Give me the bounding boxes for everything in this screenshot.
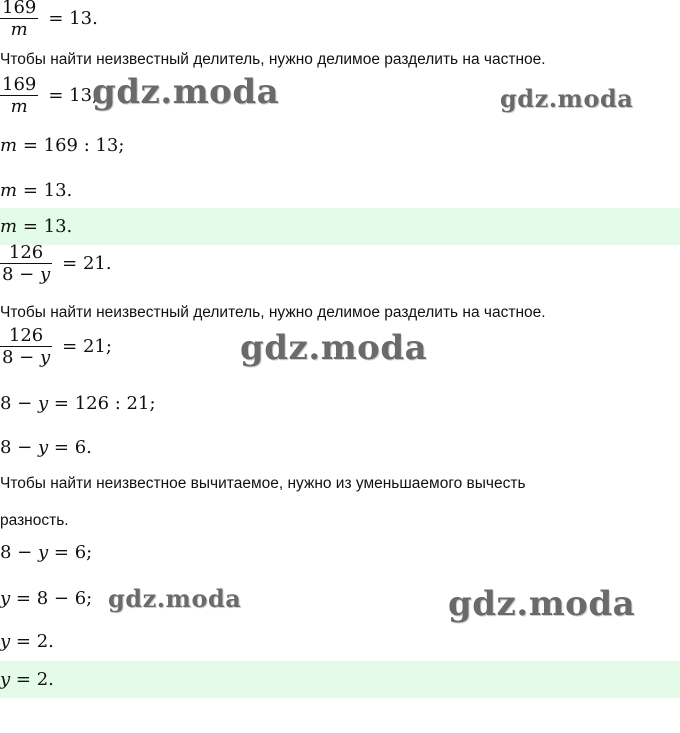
step-y-final <box>0 631 54 652</box>
prefix: 8 − <box>0 437 38 458</box>
prefix: 8 − <box>0 542 38 563</box>
denominator-prefix: 8 − <box>2 264 40 285</box>
fraction-denominator <box>0 264 52 284</box>
variable: y <box>37 437 49 458</box>
step-m-divide <box>0 135 124 156</box>
denominator-prefix: 8 − <box>2 347 40 368</box>
fraction-numerator: 169 <box>2 0 37 18</box>
watermark-logo: gdz.moda <box>92 72 280 112</box>
answer-highlight-y <box>0 661 680 698</box>
rule-divisor-2: Чтобы найти неизвестный делитель, нужно делимое разделить на частное. <box>0 304 546 321</box>
equation-y-original <box>0 243 112 284</box>
rule-divisor-1: Чтобы найти неизвестный делитель, нужно делимое разделить на частное. <box>0 51 546 68</box>
variable: y <box>0 669 11 690</box>
prefix: 8 − <box>0 393 38 414</box>
fraction-denominator <box>0 347 52 367</box>
equation-rhs: = 21. <box>62 253 112 274</box>
fraction <box>0 75 38 116</box>
variable: y <box>0 631 11 652</box>
equation-rhs: = 13; <box>48 85 99 106</box>
watermark-logo: gdz.moda <box>448 584 636 624</box>
variable: m <box>0 216 18 237</box>
fraction <box>0 0 38 39</box>
step-y-result <box>0 437 92 458</box>
variable: m <box>0 135 18 156</box>
denominator-variable: y <box>39 347 51 368</box>
variable: y <box>37 542 49 563</box>
watermark-logo: gdz.moda <box>240 328 428 368</box>
fraction-denominator: m <box>10 96 28 117</box>
variable: y <box>0 588 11 609</box>
expression: = 169 : 13; <box>22 135 125 156</box>
fraction-numerator: 169 <box>2 74 37 95</box>
watermark-logo: gdz.moda <box>108 584 242 613</box>
step-y-divide <box>0 393 156 414</box>
expression: = 8 − 6; <box>15 588 93 609</box>
fraction <box>0 243 52 284</box>
variable: m <box>0 180 18 201</box>
rule-subtrahend-line1: Чтобы найти неизвестное вычитаемое, нужно из уменьшаемого вычесть <box>0 475 526 492</box>
expression: = 13. <box>22 216 73 237</box>
equation-m-restated <box>0 75 98 116</box>
step-y-subtract <box>0 588 92 609</box>
denominator-variable: y <box>39 264 51 285</box>
fraction-denominator: m <box>10 19 28 40</box>
expression: = 6; <box>53 542 93 563</box>
fraction <box>0 326 52 367</box>
expression: = 126 : 21; <box>53 393 156 414</box>
watermark-logo: gdz.moda <box>500 84 634 113</box>
fraction-numerator: 126 <box>8 242 44 263</box>
equation-m-original <box>0 0 98 39</box>
rule-subtrahend-line2: разность. <box>0 512 69 529</box>
variable: y <box>37 393 49 414</box>
answer-y <box>0 669 54 690</box>
step-m-result <box>0 180 72 201</box>
step-y-restated <box>0 542 92 563</box>
answer-m <box>0 216 72 237</box>
expression: = 6. <box>53 437 92 458</box>
expression: = 2. <box>15 669 54 690</box>
equation-y-restated <box>0 326 112 367</box>
answer-highlight-m <box>0 208 680 245</box>
expression: = 2. <box>15 631 54 652</box>
equation-rhs: = 21; <box>62 336 112 357</box>
equation-rhs: = 13. <box>48 8 98 29</box>
fraction-numerator: 126 <box>8 325 44 346</box>
expression: = 13. <box>22 180 73 201</box>
